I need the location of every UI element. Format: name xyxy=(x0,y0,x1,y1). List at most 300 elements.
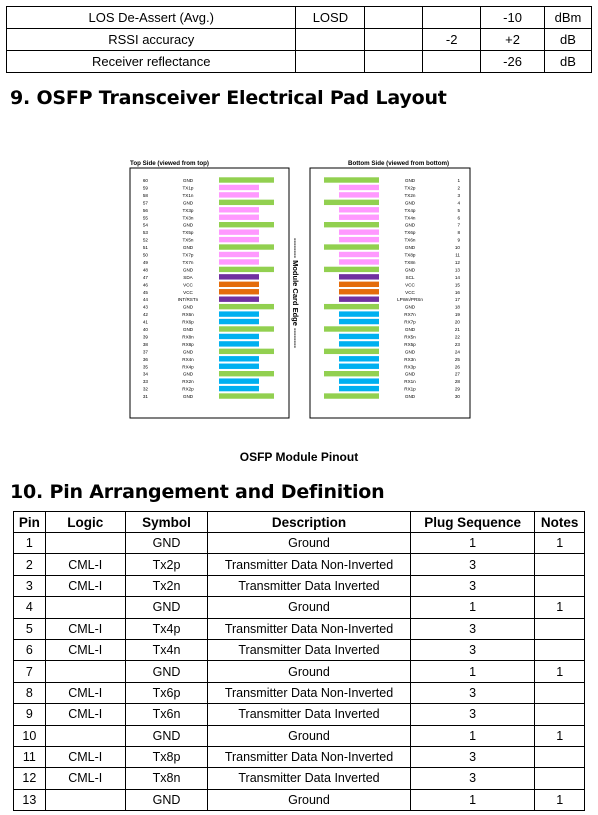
pad-rx xyxy=(339,311,379,316)
pin-name: RX6n xyxy=(182,312,194,318)
cell-description: Ground xyxy=(208,789,411,810)
pin-name: GND xyxy=(182,267,194,273)
cell-notes: 1 xyxy=(535,725,585,746)
spec-row xyxy=(7,51,592,73)
pin-number: 7 xyxy=(457,222,460,228)
cell-notes xyxy=(535,554,585,575)
cell-notes: 1 xyxy=(535,789,585,810)
pad-tx xyxy=(219,192,259,197)
pin-number: 9 xyxy=(457,237,460,243)
section-10-heading: 10. Pin Arrangement and Definition xyxy=(10,481,385,503)
pin-table-body xyxy=(14,533,585,811)
pin-name: RX3p xyxy=(404,364,416,370)
table-row xyxy=(14,597,585,618)
pin-number: 31 xyxy=(142,394,148,400)
pin-name: TX3n xyxy=(182,215,194,221)
pin-name: RX7n xyxy=(404,312,416,318)
cell-description: Transmitter Data Non-Inverted xyxy=(208,746,411,767)
pad-rx xyxy=(219,378,259,383)
top-side-frame xyxy=(130,168,289,418)
cell-notes xyxy=(535,746,585,767)
pin-name: VCC xyxy=(405,289,415,295)
pin-name: RX2p xyxy=(182,386,194,392)
cell-pin: 8 xyxy=(14,682,46,703)
pin-name: GND xyxy=(404,222,416,228)
pin-number: 13 xyxy=(454,267,460,273)
pin-number: 40 xyxy=(142,327,148,332)
cell-plug: 1 xyxy=(410,597,535,618)
table-row xyxy=(14,682,585,703)
cell-symbol: Tx4n xyxy=(125,639,207,660)
cell-notes xyxy=(535,768,585,789)
pad-tx xyxy=(219,207,259,212)
pad-tx xyxy=(219,237,259,242)
pad-tx xyxy=(339,229,379,234)
pin-name: RX6p xyxy=(182,319,194,325)
pin-name: GND xyxy=(182,327,194,332)
cell-symbol: GND xyxy=(125,597,207,618)
table-row xyxy=(14,575,585,596)
pad-ctrl xyxy=(339,274,379,279)
cell-symbol: Tx2p xyxy=(125,554,207,575)
cell-pin: 6 xyxy=(14,639,46,660)
pad-tx xyxy=(219,259,259,264)
cell-logic: CML-I xyxy=(45,746,125,767)
osfp-pinout-diagram xyxy=(120,150,480,425)
pin-number: 26 xyxy=(454,364,460,370)
cell-symbol: GND xyxy=(125,725,207,746)
pin-number: 1 xyxy=(457,178,460,183)
spec-param: RSSI accuracy xyxy=(7,29,296,51)
cell-pin: 9 xyxy=(14,704,46,725)
spec-param: Receiver reflectance xyxy=(7,51,296,73)
spec-min xyxy=(365,51,423,73)
cell-pin: 12 xyxy=(14,768,46,789)
header-notes: Notes xyxy=(535,512,585,533)
header-description: Description xyxy=(208,512,411,533)
cell-notes xyxy=(535,618,585,639)
pin-number: 8 xyxy=(457,230,460,236)
pin-number: 18 xyxy=(454,304,460,310)
cell-symbol: Tx8n xyxy=(125,768,207,789)
pin-number: 52 xyxy=(142,237,148,243)
cell-symbol: GND xyxy=(125,789,207,810)
pin-name: RX1n xyxy=(404,379,416,385)
header-pin: Pin xyxy=(14,512,46,533)
pin-number: 45 xyxy=(142,289,148,295)
cell-symbol: Tx8p xyxy=(125,746,207,767)
cell-pin: 11 xyxy=(14,746,46,767)
pin-table-header-row xyxy=(14,512,585,533)
pin-name: GND xyxy=(404,304,416,310)
pin-number: 32 xyxy=(142,386,148,392)
cell-plug: 3 xyxy=(410,682,535,703)
spec-unit: dB xyxy=(545,29,592,51)
pad-rx xyxy=(339,386,379,391)
cell-description: Transmitter Data Inverted xyxy=(208,768,411,789)
pad-rx xyxy=(339,334,379,339)
pin-number: 44 xyxy=(142,297,148,303)
pin-number: 42 xyxy=(142,312,148,318)
pad-tx xyxy=(219,229,259,234)
pin-number: 34 xyxy=(142,371,148,377)
pin-number: 57 xyxy=(142,200,148,206)
pad-gnd xyxy=(324,267,379,272)
spec-table xyxy=(6,6,592,73)
pin-name: GND xyxy=(404,349,416,355)
pin-name: RX4n xyxy=(182,356,194,362)
pin-number: 49 xyxy=(142,259,148,265)
pin-number: 15 xyxy=(454,282,460,288)
pad-gnd xyxy=(324,393,379,398)
pin-number: 22 xyxy=(454,334,460,340)
pin-name: TX4n xyxy=(404,215,416,221)
top-side-pins xyxy=(143,177,274,399)
header-plug-sequence: Plug Sequence xyxy=(410,512,535,533)
table-row xyxy=(14,661,585,682)
pin-name: TX3p xyxy=(182,207,194,213)
cell-plug: 1 xyxy=(410,661,535,682)
table-row xyxy=(14,725,585,746)
pin-name: GND xyxy=(182,178,194,183)
pin-name: TX8n xyxy=(404,259,416,265)
bottom-side-frame xyxy=(310,168,470,418)
pin-name: GND xyxy=(404,245,416,251)
pin-number: 48 xyxy=(142,267,148,273)
pin-name: TX8p xyxy=(404,252,416,258)
pin-name: RX7p xyxy=(404,319,416,325)
cell-plug: 3 xyxy=(410,768,535,789)
pad-gnd xyxy=(219,200,274,205)
cell-logic: CML-I xyxy=(45,704,125,725)
pad-rx xyxy=(339,341,379,346)
cell-description: Ground xyxy=(208,661,411,682)
pin-number: 6 xyxy=(457,215,460,221)
pin-number: 20 xyxy=(454,319,460,325)
cell-plug: 3 xyxy=(410,704,535,725)
pin-number: 43 xyxy=(142,304,148,310)
cell-pin: 1 xyxy=(14,533,46,554)
pin-definition-table xyxy=(13,511,585,811)
pin-number: 27 xyxy=(454,371,460,377)
pad-vcc xyxy=(219,289,259,294)
pad-vcc xyxy=(339,282,379,287)
table-row xyxy=(14,554,585,575)
cell-notes xyxy=(535,639,585,660)
pad-rx xyxy=(339,319,379,324)
cell-description: Ground xyxy=(208,725,411,746)
cell-pin: 2 xyxy=(14,554,46,575)
pin-number: 54 xyxy=(142,222,148,228)
pin-name: TX1p xyxy=(182,185,194,191)
pad-tx xyxy=(219,185,259,190)
pad-rx xyxy=(219,319,259,324)
pin-name: VCC xyxy=(183,282,193,288)
spec-unit: dB xyxy=(545,51,592,73)
pin-name: GND xyxy=(404,178,416,183)
spec-min xyxy=(365,29,423,51)
pinout-caption: OSFP Module Pinout xyxy=(239,450,359,464)
pad-gnd xyxy=(219,393,274,398)
cell-pin: 3 xyxy=(14,575,46,596)
pad-tx xyxy=(219,252,259,257)
cell-symbol: GND xyxy=(125,533,207,554)
cell-logic xyxy=(45,661,125,682)
pin-number: 24 xyxy=(454,349,460,355)
cell-pin: 7 xyxy=(14,661,46,682)
pad-vcc xyxy=(219,282,259,287)
cell-logic xyxy=(45,597,125,618)
pad-gnd xyxy=(219,244,274,249)
pin-number: 36 xyxy=(142,356,148,362)
pad-gnd xyxy=(324,177,379,182)
cell-plug: 1 xyxy=(410,789,535,810)
pad-gnd xyxy=(324,326,379,331)
module-card-edge-label: -------- Module Card Edge -------- xyxy=(291,238,300,348)
spec-symbol xyxy=(296,29,365,51)
cell-logic xyxy=(45,789,125,810)
pin-name: INT/RSTn xyxy=(177,297,199,303)
cell-logic xyxy=(45,725,125,746)
table-row xyxy=(14,639,585,660)
pad-rx xyxy=(219,386,259,391)
pin-number: 59 xyxy=(142,185,148,191)
cell-symbol: Tx4p xyxy=(125,618,207,639)
pad-gnd xyxy=(324,200,379,205)
pin-name: RX5p xyxy=(404,341,416,347)
cell-logic: CML-I xyxy=(45,639,125,660)
spec-row xyxy=(7,29,592,51)
cell-description: Transmitter Data Non-Inverted xyxy=(208,618,411,639)
table-row xyxy=(14,768,585,789)
pin-name: GND xyxy=(182,371,194,377)
cell-notes: 1 xyxy=(535,597,585,618)
spec-symbol xyxy=(296,51,365,73)
cell-notes xyxy=(535,682,585,703)
pad-gnd xyxy=(324,244,379,249)
spec-min xyxy=(365,7,423,29)
pin-name: GND xyxy=(404,200,416,206)
pad-rx xyxy=(339,378,379,383)
pin-name: GND xyxy=(182,349,194,355)
pin-name: GND xyxy=(404,371,416,377)
pad-rx xyxy=(219,334,259,339)
pad-gnd xyxy=(324,304,379,309)
cell-description: Ground xyxy=(208,533,411,554)
pin-number: 5 xyxy=(457,207,460,213)
pin-name: TX5p xyxy=(182,230,194,236)
cell-plug: 1 xyxy=(410,533,535,554)
pin-number: 16 xyxy=(454,289,460,295)
cell-pin: 10 xyxy=(14,725,46,746)
pin-name: SDA xyxy=(183,274,193,280)
pin-name: GND xyxy=(404,394,416,400)
pad-rx xyxy=(339,364,379,369)
cell-description: Transmitter Data Inverted xyxy=(208,639,411,660)
pin-number: 23 xyxy=(454,341,460,347)
pin-name: TX2p xyxy=(404,185,416,191)
pad-ctrl xyxy=(219,274,259,279)
top-side-title: Top Side (viewed from top) xyxy=(130,160,209,167)
cell-description: Transmitter Data Inverted xyxy=(208,704,411,725)
pin-name: VCC xyxy=(183,289,193,295)
pad-tx xyxy=(339,215,379,220)
pin-name: GND xyxy=(182,304,194,310)
cell-logic: CML-I xyxy=(45,554,125,575)
cell-plug: 1 xyxy=(410,725,535,746)
cell-logic xyxy=(45,533,125,554)
cell-logic: CML-I xyxy=(45,768,125,789)
pin-name: RX4p xyxy=(182,364,194,370)
pad-gnd xyxy=(219,177,274,182)
cell-symbol: Tx6p xyxy=(125,682,207,703)
pin-number: 11 xyxy=(455,252,460,258)
pad-tx xyxy=(339,207,379,212)
pin-number: 10 xyxy=(454,245,460,251)
pin-number: 53 xyxy=(142,230,148,236)
cell-notes xyxy=(535,704,585,725)
pin-name: RX3n xyxy=(404,356,416,362)
cell-pin: 4 xyxy=(14,597,46,618)
pin-number: 30 xyxy=(454,394,460,400)
pad-gnd xyxy=(219,349,274,354)
pad-rx xyxy=(219,356,259,361)
pin-name: GND xyxy=(182,394,194,400)
pin-name: RX5n xyxy=(404,334,416,340)
pad-tx xyxy=(339,192,379,197)
pin-number: 56 xyxy=(142,207,148,213)
pad-gnd xyxy=(324,371,379,376)
pin-number: 37 xyxy=(142,349,148,355)
pin-name: TX2n xyxy=(404,192,416,198)
cell-plug: 3 xyxy=(410,746,535,767)
spec-row xyxy=(7,7,592,29)
pad-gnd xyxy=(324,349,379,354)
spec-typ xyxy=(423,51,481,73)
pin-name: GND xyxy=(404,327,416,332)
pin-name: SCL xyxy=(405,274,415,280)
cell-logic: CML-I xyxy=(45,618,125,639)
pin-number: 50 xyxy=(142,252,148,258)
pin-name: GND xyxy=(182,245,194,251)
pin-number: 2 xyxy=(457,185,460,191)
pad-tx xyxy=(339,237,379,242)
pin-number: 3 xyxy=(457,192,460,198)
cell-description: Transmitter Data Inverted xyxy=(208,575,411,596)
header-symbol: Symbol xyxy=(125,512,207,533)
pin-number: 46 xyxy=(142,282,148,288)
pad-rx xyxy=(339,356,379,361)
cell-pin: 13 xyxy=(14,789,46,810)
cell-logic: CML-I xyxy=(45,575,125,596)
pin-number: 21 xyxy=(454,327,460,332)
pad-rx xyxy=(219,364,259,369)
pad-rx xyxy=(219,311,259,316)
cell-symbol: Tx2n xyxy=(125,575,207,596)
spec-unit: dBm xyxy=(545,7,592,29)
table-row xyxy=(14,533,585,554)
pad-ctrl xyxy=(339,297,379,302)
header-logic: Logic xyxy=(45,512,125,533)
spec-typ xyxy=(423,7,481,29)
pin-name: RX8p xyxy=(182,341,194,347)
section-9-heading: 9. OSFP Transceiver Electrical Pad Layout xyxy=(10,87,447,109)
cell-plug: 3 xyxy=(410,554,535,575)
pad-gnd xyxy=(219,267,274,272)
spec-symbol: LOSD xyxy=(296,7,365,29)
cell-plug: 3 xyxy=(410,639,535,660)
pad-tx xyxy=(339,185,379,190)
pad-gnd xyxy=(219,304,274,309)
pad-rx xyxy=(219,341,259,346)
bottom-side-title: Bottom Side (viewed from bottom) xyxy=(348,160,450,167)
pin-name: TX5n xyxy=(182,237,194,243)
pin-number: 12 xyxy=(454,259,460,265)
spec-max: +2 xyxy=(481,29,545,51)
spec-typ: -2 xyxy=(423,29,481,51)
pad-tx xyxy=(219,215,259,220)
pin-number: 4 xyxy=(457,200,460,206)
spec-max: -26 xyxy=(481,51,545,73)
pin-number: 17 xyxy=(454,297,460,303)
cell-symbol: Tx6n xyxy=(125,704,207,725)
pin-number: 39 xyxy=(142,334,148,340)
pin-number: 35 xyxy=(142,364,148,370)
table-row xyxy=(14,704,585,725)
spec-param: LOS De-Assert (Avg.) xyxy=(7,7,296,29)
pin-number: 19 xyxy=(454,312,460,318)
pin-number: 47 xyxy=(142,274,148,280)
pin-number: 58 xyxy=(142,192,148,198)
cell-description: Ground xyxy=(208,597,411,618)
cell-plug: 3 xyxy=(410,575,535,596)
cell-symbol: GND xyxy=(125,661,207,682)
pin-name: TX1n xyxy=(182,192,194,198)
cell-pin: 5 xyxy=(14,618,46,639)
pin-name: RX8n xyxy=(182,334,194,340)
pad-gnd xyxy=(219,371,274,376)
pin-name: TX4p xyxy=(404,207,416,213)
pad-gnd xyxy=(219,326,274,331)
pin-name: LPWn/PRSn xyxy=(397,297,423,303)
pin-number: 41 xyxy=(142,319,148,325)
pin-name: TX6n xyxy=(404,237,416,243)
pad-gnd xyxy=(219,222,274,227)
pin-number: 51 xyxy=(142,245,148,251)
cell-description: Transmitter Data Non-Inverted xyxy=(208,682,411,703)
table-row xyxy=(14,618,585,639)
pin-name: TX7p xyxy=(182,252,194,258)
pin-name: GND xyxy=(182,200,194,206)
cell-notes xyxy=(535,575,585,596)
pin-number: 25 xyxy=(454,356,460,362)
table-row xyxy=(14,789,585,810)
pad-tx xyxy=(339,259,379,264)
cell-plug: 3 xyxy=(410,618,535,639)
cell-description: Transmitter Data Non-Inverted xyxy=(208,554,411,575)
pin-number: 14 xyxy=(454,274,460,280)
pin-number: 29 xyxy=(454,386,460,392)
pin-number: 38 xyxy=(142,341,148,347)
cell-logic: CML-I xyxy=(45,682,125,703)
pin-number: 33 xyxy=(142,379,148,385)
pin-number: 55 xyxy=(142,215,148,221)
pad-gnd xyxy=(324,222,379,227)
pin-number: 28 xyxy=(454,379,460,385)
pad-vcc xyxy=(339,289,379,294)
pin-name: GND xyxy=(404,267,416,273)
pin-name: RX1p xyxy=(404,386,416,392)
